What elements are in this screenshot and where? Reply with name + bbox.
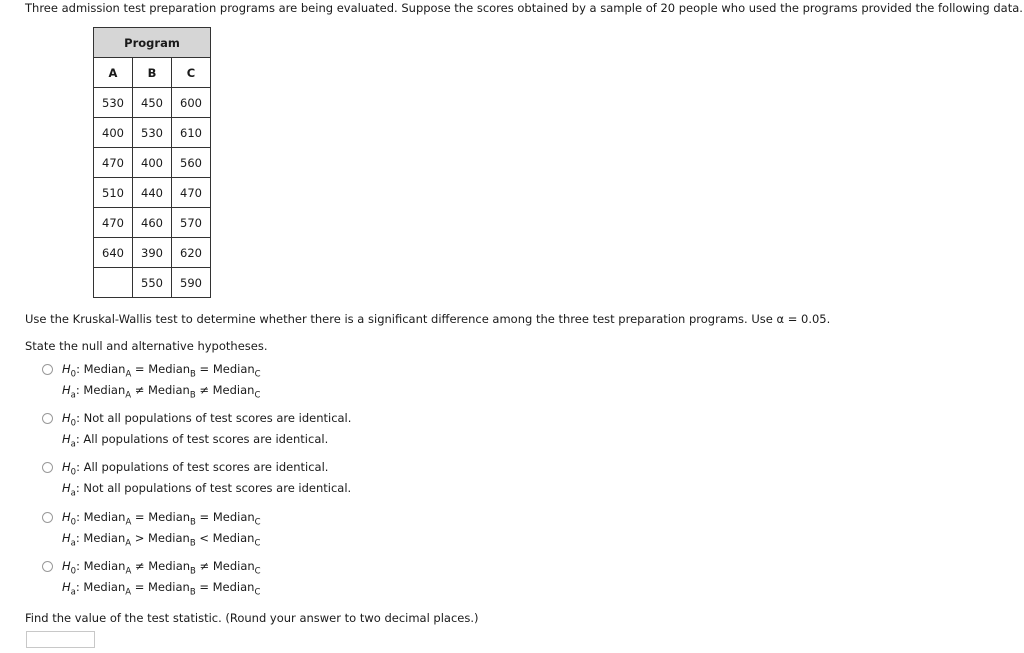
table-cell: 620 xyxy=(172,238,211,268)
table-cell: 460 xyxy=(133,208,172,238)
null-hypothesis: $H_0$: Median$_A$ ≠ Median$_B$ ≠ Median$_C$ xyxy=(62,559,261,577)
hypotheses-prompt: State the null and alternative hypotheses. xyxy=(25,339,268,353)
radio-button[interactable] xyxy=(42,561,53,572)
table-cell: 470 xyxy=(94,208,133,238)
problem-intro: Three admission test preparation programs are being evaluated. Suppose the scores obtained by a sample of 20 people who used the programs provided the following data. xyxy=(25,1,1023,15)
table-row xyxy=(94,268,211,298)
table-cell xyxy=(94,268,133,298)
radio-button[interactable] xyxy=(42,512,53,523)
null-hypothesis: $H_0$: Median$_A$ = Median$_B$ = Median$_C$ xyxy=(62,510,261,528)
table-row xyxy=(94,148,211,178)
table-cell: 560 xyxy=(172,148,211,178)
test-statistic-prompt: Find the value of the test statistic. (Round your answer to two decimal places.) xyxy=(25,611,479,625)
column-header-c: C xyxy=(172,58,211,88)
table-cell: 470 xyxy=(94,148,133,178)
table-cell: 470 xyxy=(172,178,211,208)
radio-button[interactable] xyxy=(42,364,53,375)
table-cell: 390 xyxy=(133,238,172,268)
table-row xyxy=(94,118,211,148)
column-header-a: A xyxy=(94,58,133,88)
alternative-hypothesis: $H_a$: All populations of test scores are identical. xyxy=(62,432,329,450)
alternative-hypothesis: $H_a$: Not all populations of test scores are identical. xyxy=(62,481,352,499)
table-cell: 590 xyxy=(172,268,211,298)
table-row xyxy=(94,238,211,268)
table-row xyxy=(94,88,211,118)
table-cell: 510 xyxy=(94,178,133,208)
scores-table xyxy=(93,27,211,298)
table-cell: 570 xyxy=(172,208,211,238)
null-hypothesis: $H_0$: All populations of test scores are identical. xyxy=(62,460,329,478)
table-cell: 600 xyxy=(172,88,211,118)
table-cell: 530 xyxy=(133,118,172,148)
table-row xyxy=(94,208,211,238)
alternative-hypothesis: $H_a$: Median$_A$ = Median$_B$ = Median$_C$ xyxy=(62,580,261,598)
table-cell: 450 xyxy=(133,88,172,118)
null-hypothesis: $H_0$: Median$_A$ = Median$_B$ = Median$_C$ xyxy=(62,362,261,380)
radio-button[interactable] xyxy=(42,462,53,473)
test-statistic-input[interactable] xyxy=(26,631,95,648)
null-hypothesis: $H_0$: Not all populations of test scores are identical. xyxy=(62,411,352,429)
table-cell: 400 xyxy=(94,118,133,148)
radio-button[interactable] xyxy=(42,413,53,424)
instruction-text: Use the Kruskal-Wallis test to determine whether there is a significant difference among the three test preparation programs. Use α = 0.05. xyxy=(25,312,831,326)
table-cell: 640 xyxy=(94,238,133,268)
table-cell: 400 xyxy=(133,148,172,178)
table-cell: 530 xyxy=(94,88,133,118)
table-header-program: Program xyxy=(94,28,211,58)
alternative-hypothesis: $H_a$: Median$_A$ > Median$_B$ < Median$_C$ xyxy=(62,531,261,549)
alternative-hypothesis: $H_a$: Median$_A$ ≠ Median$_B$ ≠ Median$_C$ xyxy=(62,383,261,401)
table-cell: 440 xyxy=(133,178,172,208)
table-cell: 610 xyxy=(172,118,211,148)
table-row xyxy=(94,178,211,208)
column-header-b: B xyxy=(133,58,172,88)
table-cell: 550 xyxy=(133,268,172,298)
